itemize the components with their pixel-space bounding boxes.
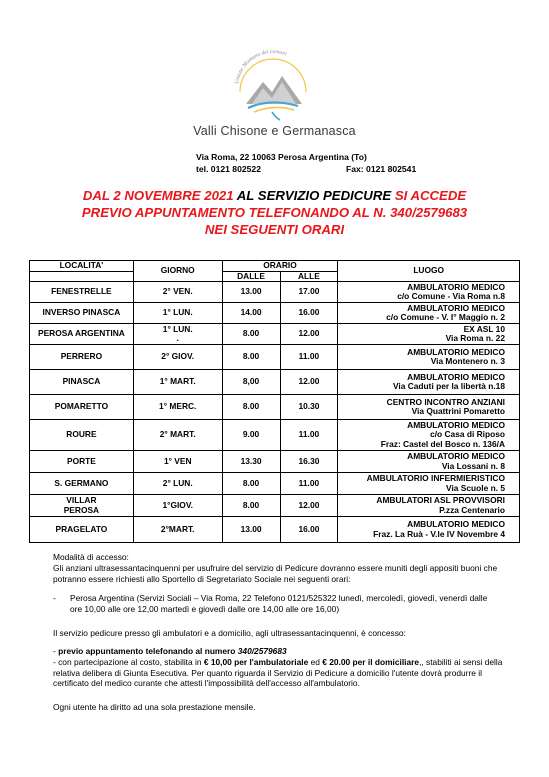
cell-localita: PRAGELATO — [30, 517, 134, 543]
cell-alle: 16.30 — [280, 451, 338, 473]
logo-name: Valli Chisone e Germanasca — [193, 124, 356, 138]
cell-localita: FENESTRELLE — [30, 282, 134, 303]
cell-giorno — [133, 324, 222, 345]
cell-luogo — [338, 345, 520, 370]
cell-luogo — [338, 282, 520, 303]
headline-date: DAL 2 NOVEMBRE 2021 — [82, 188, 234, 203]
phone-number: 340/2579683 — [237, 646, 287, 656]
luogo-line: AMBULATORI ASL PROVVISORI — [376, 495, 505, 505]
access-title: Modalità di accesso: — [53, 552, 129, 562]
header-luogo: LUOGO — [338, 261, 520, 282]
cell-alle: 11.00 — [280, 345, 338, 370]
cost-ambulatory: € 10,00 per l'ambulatoriale — [203, 656, 309, 667]
cost-details: ,, stabiliti ai sensi della relativa delibera di Giunta Esecutiva. Per quanto riguarda il Servizio di Pedicure a domicilio l'utente dovrà produrre il certificato del medico curante che attesti l'impossibilità dell'accesso all'ambulatorio. — [53, 656, 503, 689]
service-paragraph: Il servizio pedicure presso gli ambulatori e a domicilio, agli ultrasessantacinquenni, è concesso: — [53, 628, 406, 638]
table-row — [30, 420, 520, 451]
cell-luogo — [338, 495, 520, 517]
localita-line: VILLAR — [66, 495, 97, 505]
office-dash: - — [53, 593, 56, 603]
headline-service: AL SERVIZIO PEDICURE — [233, 188, 395, 203]
luogo-line: AMBULATORIO MEDICO — [407, 346, 505, 357]
cost-and: ed — [308, 656, 323, 667]
cell-alle: 10.30 — [280, 395, 338, 420]
cell-giorno: 1° VEN — [133, 451, 222, 473]
table-row — [30, 473, 520, 495]
cell-dalle: 13.00 — [222, 282, 280, 303]
cell-luogo — [338, 517, 520, 543]
luogo-line: Fraz: Castel del Bosco n. 136/A — [380, 438, 505, 449]
cell-alle: 11.00 — [280, 473, 338, 495]
table-row — [30, 517, 520, 543]
union-logo — [228, 42, 318, 122]
cell-dalle: 8.00 — [222, 473, 280, 495]
luogo-line: Via Lossani n. 8 — [441, 460, 505, 471]
cell-giorno: 1° LUN. — [133, 303, 222, 324]
appointment-text: previo appuntamento telefonando al numero — [58, 646, 238, 656]
luogo-line: P.zza Centenario — [439, 504, 505, 515]
luogo-line: AMBULATORIO MEDICO — [407, 519, 505, 529]
cell-localita: PERRERO — [30, 345, 134, 370]
cell-alle: 12.00 — [280, 324, 338, 345]
cell-luogo — [338, 473, 520, 495]
cell-dalle: 8,00 — [222, 370, 280, 395]
access-text: Gli anziani ultrasessantacinquenni per usufruire del servizio di Pedicure dovranno essere muniti degli appositi buoni che potranno essere richiesti allo Sportello di Segretariato Sociale nei seguenti orari: — [53, 562, 498, 584]
headline-line-3: NEI SEGUENTI ORARI — [204, 222, 345, 237]
luogo-line: AMBULATORIO MEDICO — [407, 451, 505, 461]
luogo-line: c/o Casa di Riposo — [430, 429, 505, 440]
luogo-line: c/o Comune - Via Roma n.8 — [397, 291, 505, 301]
luogo-line: CENTRO INCONTRO ANZIANI — [386, 396, 505, 407]
luogo-line: Via Quattrini Pomaretto — [411, 406, 505, 416]
cell-giorno: 2°MART. — [133, 517, 222, 543]
cell-giorno: 1° MART. — [133, 370, 222, 395]
cell-dalle: 8.00 — [222, 495, 280, 517]
cell-localita: PORTE — [30, 451, 134, 473]
fax: Fax: 0121 802541 — [346, 164, 417, 174]
conditions-paragraph — [53, 646, 503, 689]
headline-access: SI ACCEDE — [394, 188, 467, 203]
telephone: tel. 0121 802522 — [196, 164, 261, 174]
headline — [0, 187, 549, 238]
giorno-line: . — [176, 333, 179, 343]
cell-luogo — [338, 303, 520, 324]
schedule-table — [29, 260, 520, 543]
localita-line: PEROSA — [63, 504, 100, 515]
cell-localita: ROURE — [30, 420, 134, 451]
cell-localita: POMARETTO — [30, 395, 134, 420]
table-row — [30, 395, 520, 420]
headline-line-1 — [0, 187, 549, 204]
cell-luogo — [338, 395, 520, 420]
cell-dalle: 8.00 — [222, 324, 280, 345]
cell-alle: 16.00 — [280, 303, 338, 324]
logo-arc-text: Unione Montana dei comuni — [234, 48, 288, 85]
table-row — [30, 345, 520, 370]
luogo-line: AMBULATORIO MEDICO — [407, 419, 505, 430]
table-row — [30, 303, 520, 324]
cell-alle: 12.00 — [280, 370, 338, 395]
table-row — [30, 495, 520, 517]
table-row — [30, 324, 520, 345]
luogo-line: EX ASL 10 — [463, 323, 505, 334]
cell-giorno: 1°GIOV. — [133, 495, 222, 517]
header-localita: LOCALITA' — [30, 261, 134, 272]
cell-localita: S. GERMANO — [30, 473, 134, 495]
cell-luogo — [338, 370, 520, 395]
access-paragraph — [53, 552, 503, 584]
table-row — [30, 451, 520, 473]
cell-dalle: 13.30 — [222, 451, 280, 473]
luogo-line: AMBULATORIO MEDICO — [407, 281, 505, 292]
cell-localita: PINASCA — [30, 370, 134, 395]
condition-appointment — [53, 646, 503, 657]
cell-alle: 17.00 — [280, 282, 338, 303]
header-giorno: GIORNO — [133, 261, 222, 282]
cell-luogo — [338, 324, 520, 345]
luogo-line: Fraz. La Ruà - V.le IV Novembre 4 — [373, 528, 505, 539]
header-localita-spacer — [30, 271, 134, 282]
luogo-line: AMBULATORIO INFERMIERISTICO — [366, 473, 505, 483]
cell-localita: PEROSA ARGENTINA — [30, 324, 134, 345]
giorno-line: 1° LUN. — [162, 323, 193, 334]
cell-dalle: 9.00 — [222, 420, 280, 451]
cost-intro: - con partecipazione al costo, stabilita in — [53, 656, 204, 667]
office-hours — [53, 593, 500, 615]
table-row — [30, 370, 520, 395]
cell-localita: INVERSO PINASCA — [30, 303, 134, 324]
cost-home: € 20.00 per il domiciliare — [322, 656, 420, 667]
headline-line-2: PREVIO APPUNTAMENTO TELEFONANDO AL N. 340/2579683 — [81, 205, 468, 220]
cell-alle: 16.00 — [280, 517, 338, 543]
cell-localita — [30, 495, 134, 517]
condition-cost — [53, 657, 503, 689]
cell-luogo — [338, 451, 520, 473]
cell-dalle: 8.00 — [222, 345, 280, 370]
cell-luogo — [338, 420, 520, 451]
contact-line — [196, 164, 417, 175]
luogo-line: Via Scuole n. 5 — [446, 482, 505, 493]
luogo-line: Via Caduti per la libertà n.18 — [392, 381, 505, 391]
luogo-line: c/o Comune - V. I° Maggio n. 2 — [386, 312, 505, 322]
cell-giorno: 2° LUN. — [133, 473, 222, 495]
office-text: Perosa Argentina (Servizi Sociali – Via Roma, 22 Telefono 0121/525322 lunedì, mercoledì, giovedì, venerdì dalle ore 10,00 alle ore 12,00 martedì e giovedì dalle ore 14,00 alle ore 16,00) — [70, 593, 488, 614]
luogo-line: AMBULATORIO MEDICO — [407, 371, 505, 382]
cell-dalle: 14.00 — [222, 303, 280, 324]
luogo-line: AMBULATORIO MEDICO — [407, 302, 505, 313]
address-line: Via Roma, 22 10063 Perosa Argentina (To) — [196, 152, 367, 162]
cell-dalle: 8.00 — [222, 395, 280, 420]
cell-giorno: 2° GIOV. — [133, 345, 222, 370]
header-alle: ALLE — [280, 271, 338, 282]
cell-dalle: 13.00 — [222, 517, 280, 543]
header-orario: ORARIO — [222, 261, 338, 272]
luogo-line: Via Montenero n. 3 — [430, 356, 505, 366]
cell-giorno: 2° VEN. — [133, 282, 222, 303]
cell-alle: 12.00 — [280, 495, 338, 517]
monthly-limit: Ogni utente ha diritto ad una sola prestazione mensile. — [53, 702, 256, 712]
dash: - — [53, 646, 59, 656]
cell-giorno: 1° MERC. — [133, 395, 222, 420]
cell-giorno: 2° MART. — [133, 420, 222, 451]
luogo-line: Via Roma n. 22 — [445, 333, 505, 343]
table-row — [30, 282, 520, 303]
header-dalle: DALLE — [222, 271, 280, 282]
cell-alle: 11.00 — [280, 420, 338, 451]
